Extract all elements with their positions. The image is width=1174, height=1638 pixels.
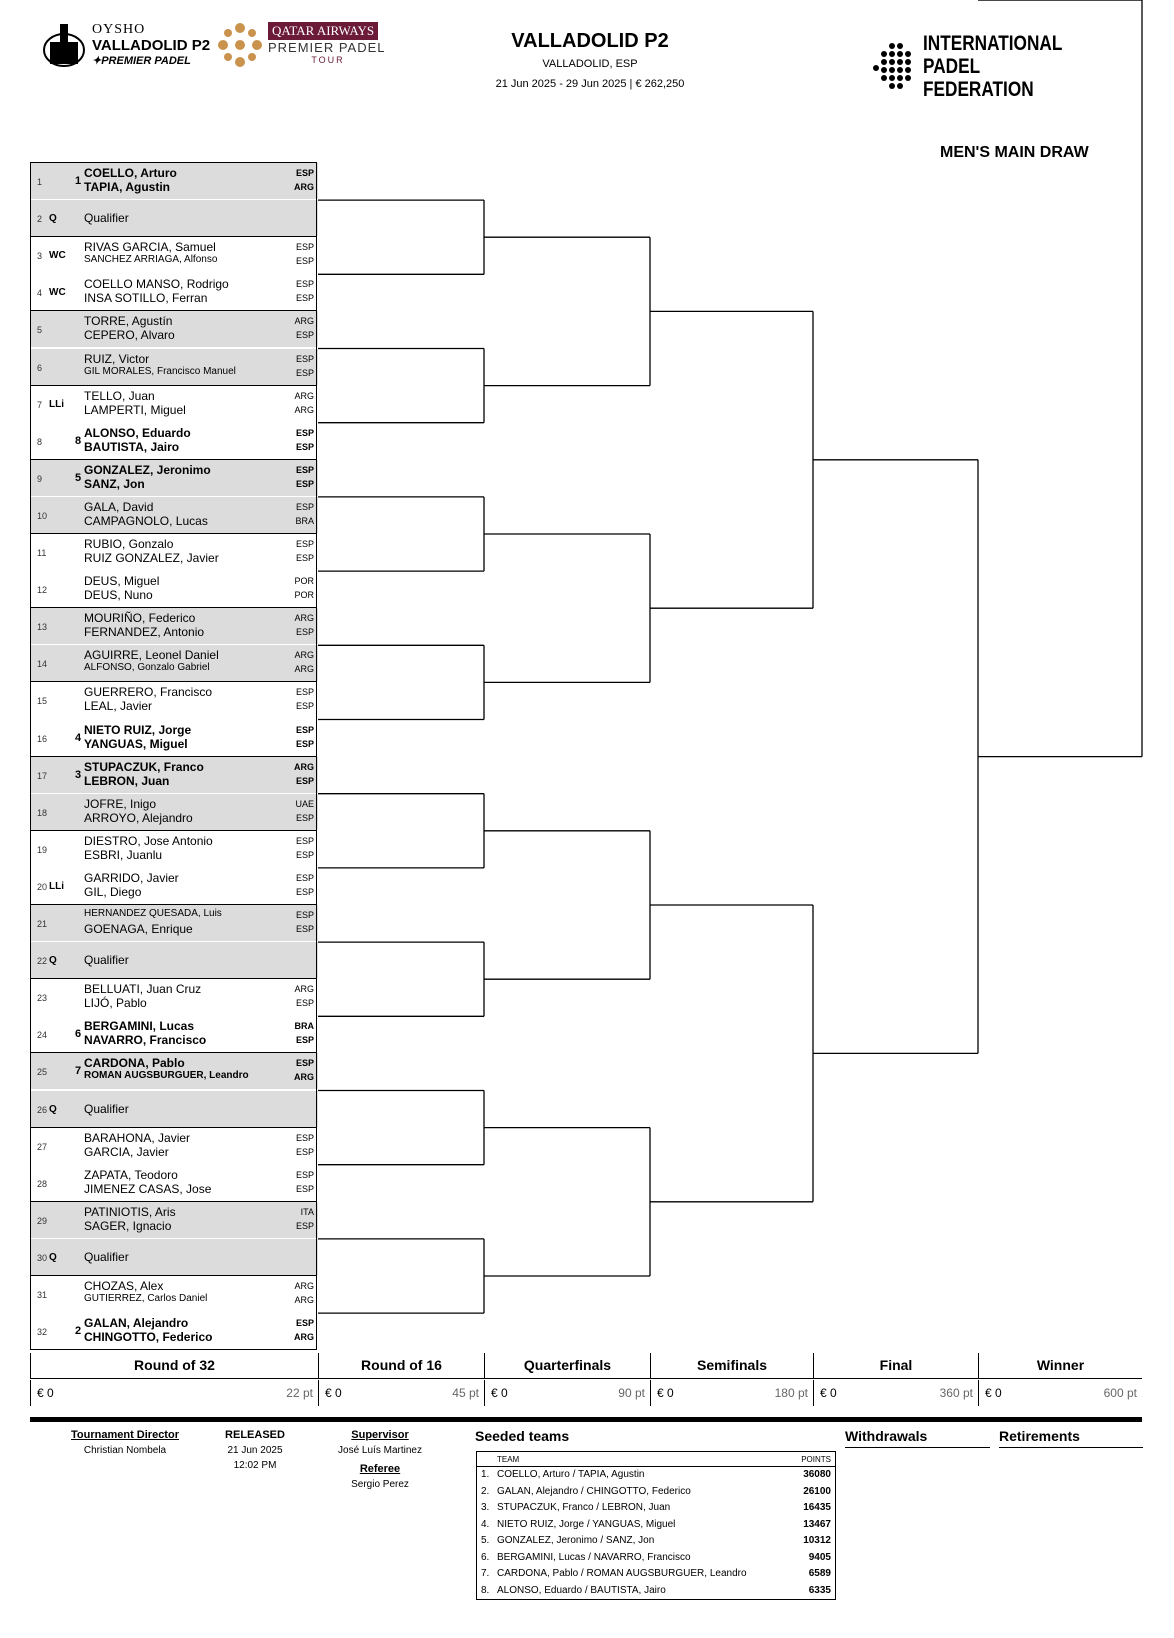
qualifier-label: Qualifier xyxy=(84,211,129,226)
player-2: DEUS, Nuno xyxy=(84,588,153,603)
seed-team: GALAN, Alejandro / CHINGOTTO, Federico xyxy=(497,1485,691,1497)
player-2-country: ESP xyxy=(295,701,314,712)
entry-number: 29 xyxy=(37,1215,48,1226)
seeded-row xyxy=(477,1484,835,1501)
entry-number: 30 xyxy=(37,1252,48,1263)
seed-points: 36080 xyxy=(803,1469,831,1480)
player-2: BAUTISTA, Jairo xyxy=(84,439,180,454)
entry-number: 21 xyxy=(37,919,48,929)
player-2-country: ESP xyxy=(295,1146,314,1157)
player-1-country: ITA xyxy=(300,1206,314,1217)
player-2: INSA SOTILLO, Ferran xyxy=(84,291,208,306)
player-1-country: ARG xyxy=(294,984,314,995)
seed-team: GONZALEZ, Jeronimo / SANZ, Jon xyxy=(497,1535,655,1546)
player-1-country: ESP xyxy=(295,242,314,253)
player-1-country: ARG xyxy=(294,650,314,661)
player-2: YANGUAS, Miguel xyxy=(84,736,188,751)
player-1: RUBIO, Gonzalo xyxy=(84,537,174,551)
tournament-dates-prize: 21 Jun 2025 - 29 Jun 2025 | € 262,250 xyxy=(495,78,685,90)
player-1: BARAHONA, Javier xyxy=(84,1130,191,1145)
player-1: CARDONA, Pablo xyxy=(84,1056,185,1071)
entry-seed: 8 xyxy=(75,434,82,447)
entry-number: 18 xyxy=(37,807,48,818)
player-2: GARCIA, Javier xyxy=(84,1144,169,1159)
player-2-country: ESP xyxy=(295,1035,314,1046)
player-2-country: ESP xyxy=(295,886,314,897)
entry-number: 8 xyxy=(37,436,43,447)
player-2: JIMENEZ CASAS, Jose xyxy=(84,1181,212,1196)
player-2: GUTIERREZ, Carlos Daniel xyxy=(84,1293,208,1304)
entry-code: Q xyxy=(49,213,57,225)
entry-seed: 1 xyxy=(75,175,82,187)
round-name: Round of 16 xyxy=(318,1353,484,1378)
entry-number: 12 xyxy=(37,585,48,596)
seed-rank: 4. xyxy=(481,1518,490,1530)
player-1-country: ESP xyxy=(295,464,314,475)
seeded-table-header xyxy=(477,1452,835,1467)
round-prize xyxy=(30,1380,319,1406)
seed-rank: 6. xyxy=(481,1551,490,1563)
seed-team: COELLO, Arturo / TAPIA, Agustin xyxy=(497,1469,645,1480)
seed-points: 16435 xyxy=(803,1502,831,1513)
player-1: MOURIÑO, Federico xyxy=(84,611,196,626)
player-1-country: ESP xyxy=(295,1318,314,1329)
player-1: ZAPATA, Teodoro xyxy=(84,1167,178,1182)
player-2: CAMPAGNOLO, Lucas xyxy=(84,513,208,528)
entry-number: 4 xyxy=(37,288,43,299)
player-1: HERNANDEZ QUESADA, Luis xyxy=(84,908,222,919)
player-1-country: ESP xyxy=(295,501,314,512)
player-2: GIL MORALES, Francisco Manuel xyxy=(84,365,236,377)
qatar-airways-label: QATAR AIRWAYS xyxy=(268,22,378,40)
seed-rank: 8. xyxy=(481,1584,490,1596)
player-1: PATINIOTIS, Aris xyxy=(84,1204,176,1219)
retirements-title: Retirements xyxy=(999,1428,1080,1444)
player-2-country: ESP xyxy=(295,367,314,378)
entry-number: 32 xyxy=(37,1327,48,1338)
seed-team: CARDONA, Pablo / ROMAN AUGSBURGUER, Leandro xyxy=(497,1568,747,1579)
entry-number: 23 xyxy=(37,993,48,1004)
round-money: € 0 xyxy=(657,1386,674,1400)
ipf-line1: INTERNATIONAL xyxy=(923,32,1063,55)
player-2: CHINGOTTO, Federico xyxy=(84,1330,213,1345)
oysho-brand: OYSHO xyxy=(92,22,146,37)
player-1-country: ESP xyxy=(295,353,314,364)
player-2-country: ESP xyxy=(295,478,314,489)
entry-number: 5 xyxy=(37,325,43,336)
seeded-teams-table xyxy=(476,1451,836,1600)
player-1: BERGAMINI, Lucas xyxy=(84,1019,195,1034)
entry-number: 1 xyxy=(37,177,43,187)
player-1: BELLUATI, Juan Cruz xyxy=(84,982,202,997)
player-1: STUPACZUK, Franco xyxy=(84,759,204,774)
round-points: 45 pt xyxy=(452,1386,479,1400)
player-1-country: ESP xyxy=(295,279,314,290)
round-prize xyxy=(318,1380,485,1406)
entry-seed: 5 xyxy=(75,471,82,484)
round-points: 600 pt xyxy=(1103,1386,1137,1400)
player-2-country: ESP xyxy=(295,441,314,452)
player-1-country: ESP xyxy=(295,687,314,698)
player-2: NAVARRO, Francisco xyxy=(84,1033,207,1048)
ipf-line3: FEDERATION xyxy=(923,78,1034,101)
player-2: SANCHEZ ARRIAGA, Alfonso xyxy=(84,254,218,266)
entry-number: 14 xyxy=(37,659,48,670)
entry-number: 25 xyxy=(37,1067,48,1078)
player-2-country: ESP xyxy=(295,1183,314,1194)
player-2: RUIZ GONZALEZ, Javier xyxy=(84,551,219,565)
entry-number: 16 xyxy=(37,733,48,744)
seeded-row xyxy=(477,1467,835,1484)
premier-padel-label: PREMIER PADEL xyxy=(268,40,386,55)
withdrawals-underline xyxy=(845,1447,990,1448)
player-2: LIJÓ, Pablo xyxy=(84,996,147,1011)
player-1-country: ESP xyxy=(295,427,314,438)
logo-event-name: VALLADOLID P2 xyxy=(92,37,211,54)
col-team: TEAM xyxy=(497,1455,520,1464)
seed-team: STUPACZUK, Franco / LEBRON, Juan xyxy=(497,1502,671,1513)
seed-team: NIETO RUIZ, Jorge / YANGUAS, Miguel xyxy=(497,1518,676,1530)
player-2-country: ESP xyxy=(295,1220,314,1231)
seed-team: BERGAMINI, Lucas / NAVARRO, Francisco xyxy=(497,1551,691,1563)
entry-number: 26 xyxy=(37,1104,48,1115)
seeded-row xyxy=(477,1583,835,1600)
player-1: JOFRE, Inigo xyxy=(84,796,157,811)
player-1-country: ESP xyxy=(295,1058,314,1069)
player-2-country: ARG xyxy=(294,404,314,415)
seed-points: 6335 xyxy=(808,1584,831,1596)
seed-rank: 2. xyxy=(481,1485,490,1497)
entry-number: 11 xyxy=(37,548,47,558)
player-1-country: POR xyxy=(294,576,314,587)
round-points: 180 pt xyxy=(774,1386,808,1400)
director-label: Tournament Director xyxy=(71,1429,179,1441)
player-1: TORRE, Agustín xyxy=(84,314,173,329)
player-1: GONZALEZ, Jeronimo xyxy=(84,462,211,477)
entry-number: 3 xyxy=(37,251,43,262)
released-time: 12:02 PM xyxy=(233,1460,277,1471)
player-1: RIVAS GARCIA, Samuel xyxy=(84,240,216,255)
director-name: Christian Nombela xyxy=(83,1445,167,1456)
round-name: Semifinals xyxy=(650,1353,813,1378)
player-1: RUIZ, Victor xyxy=(84,351,150,366)
entry-number: 13 xyxy=(37,622,48,633)
entry-number: 10 xyxy=(37,510,48,521)
round-prize xyxy=(484,1380,651,1406)
entry-number: 17 xyxy=(37,770,48,781)
entry-number: 15 xyxy=(37,696,48,707)
draw-title: MEN'S MAIN DRAW xyxy=(940,144,1089,161)
tour-label: TOUR xyxy=(311,55,345,65)
round-points: 22 pt xyxy=(286,1386,313,1400)
seed-rank: 7. xyxy=(481,1568,490,1579)
player-2: FERNANDEZ, Antonio xyxy=(84,625,205,640)
player-2-country: ESP xyxy=(295,627,314,638)
player-2: LEBRON, Juan xyxy=(84,773,170,788)
player-1-country: ESP xyxy=(295,168,314,178)
entry-seed: 4 xyxy=(75,731,82,744)
ipf-line2: PADEL xyxy=(923,55,981,78)
player-1: AGUIRRE, Leonel Daniel xyxy=(84,648,219,663)
round-points: 360 pt xyxy=(939,1386,973,1400)
round-money: € 0 xyxy=(325,1386,342,1400)
player-2: SANZ, Jon xyxy=(84,476,145,491)
qualifier-label: Qualifier xyxy=(84,1249,129,1264)
player-1: NIETO RUIZ, Jorge xyxy=(84,722,192,737)
entry-number: 27 xyxy=(37,1141,48,1152)
player-2: ROMAN AUGSBURGUER, Leandro xyxy=(84,1070,249,1082)
footer-thick-divider xyxy=(30,1417,1142,1422)
entry-seed: 7 xyxy=(75,1065,82,1078)
entry-seed: 6 xyxy=(75,1028,82,1041)
player-1-country: ESP xyxy=(295,872,314,883)
round-name: Round of 32 xyxy=(30,1353,318,1378)
player-1-country: ARG xyxy=(294,390,314,401)
player-2: CEPERO, Alvaro xyxy=(84,328,175,343)
seeded-row xyxy=(477,1500,835,1517)
entry-code: Q xyxy=(49,955,57,967)
entry-number: 22 xyxy=(37,956,48,967)
player-2-country: ESP xyxy=(295,998,314,1009)
player-2: ALFONSO, Gonzalo Gabriel xyxy=(84,662,210,674)
player-1-country: ESP xyxy=(295,835,314,846)
seeded-row xyxy=(477,1517,835,1534)
seed-team: ALONSO, Eduardo / BAUTISTA, Jairo xyxy=(497,1584,666,1596)
player-1: TELLO, Juan xyxy=(84,388,155,403)
entry-number: 2 xyxy=(37,214,43,225)
player-1: COELLO MANSO, Rodrigo xyxy=(84,277,229,292)
player-2-country: BRA xyxy=(295,515,314,526)
tournament-location: VALLADOLID, ESP xyxy=(542,58,638,70)
released-label: RELEASED xyxy=(225,1429,285,1441)
entry-seed: 2 xyxy=(75,1325,82,1338)
seed-rank: 3. xyxy=(481,1502,490,1513)
player-2: LAMPERTI, Miguel xyxy=(84,402,186,417)
player-2-country: ESP xyxy=(295,849,314,860)
player-2-country: ESP xyxy=(295,330,314,341)
player-1-country: ARG xyxy=(294,1281,314,1291)
seed-rank: 5. xyxy=(481,1535,490,1546)
player-1-country: ESP xyxy=(295,910,314,920)
player-2: ESBRI, Juanlu xyxy=(84,847,163,862)
player-1: COELLO, Arturo xyxy=(84,166,177,180)
entry-code: Q xyxy=(49,1103,57,1115)
withdrawals-title: Withdrawals xyxy=(845,1428,928,1444)
seed-points: 10312 xyxy=(803,1535,831,1546)
player-1-country: ARG xyxy=(294,613,314,624)
seeded-teams-title: Seeded teams xyxy=(475,1428,570,1444)
referee-label: Referee xyxy=(359,1463,401,1475)
seed-rank: 1. xyxy=(481,1469,490,1480)
player-2-country: ESP xyxy=(295,812,314,823)
round-prize xyxy=(650,1380,814,1406)
qualifier-label: Qualifier xyxy=(84,1101,129,1116)
round-name: Quarterfinals xyxy=(484,1353,650,1378)
entry-seed: 3 xyxy=(75,768,82,781)
seed-points: 13467 xyxy=(803,1518,831,1530)
player-2-country: ESP xyxy=(295,924,314,934)
entry-number: 6 xyxy=(37,362,43,373)
player-2: GOENAGA, Enrique xyxy=(84,922,193,936)
seeded-row xyxy=(477,1566,835,1583)
player-2: LEAL, Javier xyxy=(84,699,153,714)
player-1: GARRIDO, Javier xyxy=(84,870,179,885)
round-prize xyxy=(813,1380,979,1406)
player-1: DIESTRO, Jose Antonio xyxy=(84,833,213,848)
entry-number: 9 xyxy=(37,473,43,484)
round-money: € 0 xyxy=(491,1386,508,1400)
entry-code: WC xyxy=(49,287,66,299)
player-1: GALAN, Alejandro xyxy=(84,1316,189,1331)
player-2-country: ESP xyxy=(295,553,314,563)
retirements-underline xyxy=(999,1447,1143,1448)
referee-name: Sergio Perez xyxy=(351,1479,409,1490)
seed-points: 6589 xyxy=(808,1568,831,1579)
round-money: € 0 xyxy=(37,1386,54,1400)
player-1-country: UAE xyxy=(295,798,314,809)
entry-code: LLi xyxy=(49,398,64,410)
round-money: € 0 xyxy=(985,1386,1002,1400)
released-date: 21 Jun 2025 xyxy=(227,1445,283,1456)
player-1: DEUS, Miguel xyxy=(84,574,160,589)
round-prize xyxy=(978,1380,1143,1406)
player-2-country: POR xyxy=(294,590,314,601)
player-2-country: ARG xyxy=(294,664,314,675)
player-1: GALA, David xyxy=(84,499,154,514)
supervisor-name: José Luís Martinez xyxy=(338,1445,422,1456)
player-2-country: ARG xyxy=(294,1295,314,1305)
round-points: 90 pt xyxy=(618,1386,645,1400)
player-1-country: ARG xyxy=(294,316,314,327)
entry-code: Q xyxy=(49,1251,57,1263)
entry-number: 28 xyxy=(37,1178,48,1189)
player-2: ARROYO, Alejandro xyxy=(84,810,193,825)
player-2-country: ESP xyxy=(295,775,314,786)
player-1: ALONSO, Eduardo xyxy=(84,425,191,440)
qualifier-label: Qualifier xyxy=(84,953,129,968)
entry-number: 7 xyxy=(37,399,43,410)
entry-code: LLi xyxy=(49,880,64,892)
round-name: Winner xyxy=(978,1353,1142,1378)
player-2-country: ARG xyxy=(294,182,314,192)
player-1-country: BRA xyxy=(294,1021,314,1032)
seeded-row xyxy=(477,1550,835,1567)
seed-points: 9405 xyxy=(808,1551,831,1563)
player-1-country: ESP xyxy=(295,724,314,735)
player-2-country: ARG xyxy=(294,1332,314,1343)
logo-premier-padel: ✦PREMIER PADEL xyxy=(92,55,191,67)
player-1-country: ESP xyxy=(295,1132,314,1143)
entry-number: 31 xyxy=(37,1290,48,1300)
player-1-country: ESP xyxy=(295,1169,314,1180)
player-2-country: ESP xyxy=(295,256,314,267)
rounds-divider xyxy=(30,1378,1142,1379)
player-2-country: ARG xyxy=(294,1072,314,1083)
seed-points: 26100 xyxy=(803,1485,831,1497)
entry-number: 19 xyxy=(37,844,48,855)
player-2-country: ESP xyxy=(295,738,314,749)
entry-number: 20 xyxy=(37,881,48,892)
seeded-row xyxy=(477,1533,835,1550)
round-money: € 0 xyxy=(820,1386,837,1400)
player-2-country: ESP xyxy=(295,293,314,304)
player-1-country: ESP xyxy=(295,539,314,549)
player-1: GUERRERO, Francisco xyxy=(84,685,213,700)
entry-code: WC xyxy=(49,250,66,262)
player-2: GIL, Diego xyxy=(84,884,142,899)
player-2: SAGER, Ignacio xyxy=(84,1218,172,1233)
col-points: POINTS xyxy=(801,1455,831,1464)
player-1: CHOZAS, Alex xyxy=(84,1279,164,1293)
entry-number: 24 xyxy=(37,1030,48,1041)
supervisor-label: Supervisor xyxy=(351,1429,409,1441)
round-name: Final xyxy=(813,1353,978,1378)
player-1-country: ARG xyxy=(294,761,314,772)
player-2: TAPIA, Agustin xyxy=(84,180,170,194)
tournament-title: VALLADOLID P2 xyxy=(511,30,669,52)
